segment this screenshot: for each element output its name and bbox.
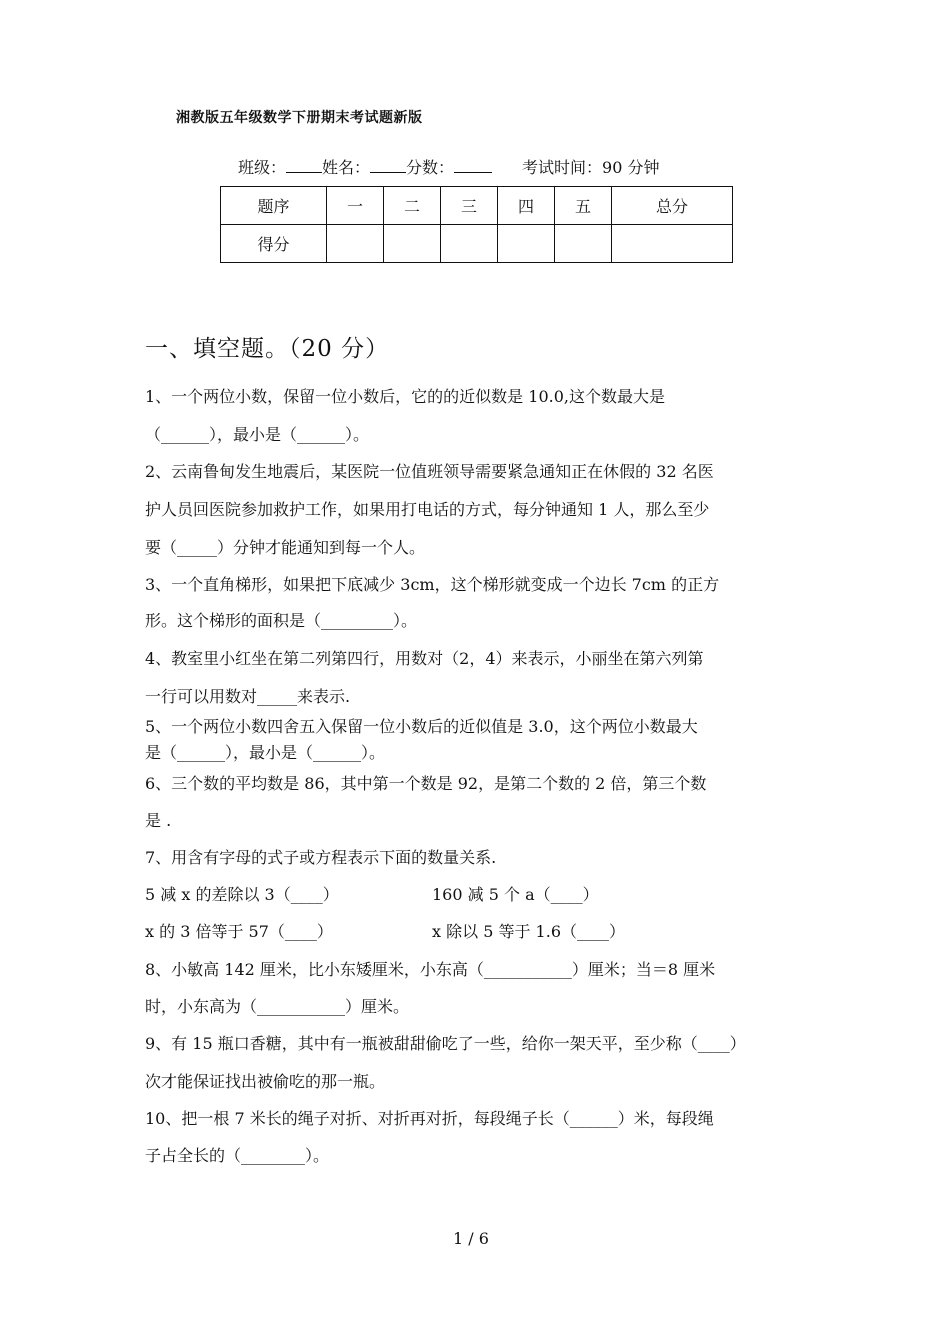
score-blank (454, 156, 492, 173)
question-line: 1、一个两位小数，保留一位小数后，它的的近似数是 10.0,这个数最大是 (145, 387, 665, 406)
score-cell[interactable] (441, 225, 498, 263)
score-cell[interactable] (327, 225, 384, 263)
score-cell[interactable] (612, 225, 733, 263)
header-cell: 二 (384, 187, 441, 225)
score-cell[interactable] (555, 225, 612, 263)
page-number: 1 / 6 (453, 1229, 489, 1248)
question-line: 子占全长的（________）。 (145, 1146, 330, 1165)
header-cell: 四 (498, 187, 555, 225)
score-table-score-row (221, 225, 733, 263)
question-line: x 的 3 倍等于 57（____） (145, 922, 333, 941)
question-line: 4、教室里小红坐在第二列第四行，用数对（2，4）来表示，小丽坐在第六列第 (145, 649, 704, 668)
question-line: 次才能保证找出被偷吃的那一瓶。 (145, 1072, 386, 1091)
question-line: 9、有 15 瓶口香糖，其中有一瓶被甜甜偷吃了一些，给你一架天平，至少称（____） (145, 1034, 746, 1053)
question-line: 护人员回医院参加救护工作，如果用打电话的方式，每分钟通知 1 人，那么至少 (145, 500, 710, 519)
score-table (220, 186, 733, 263)
question-line: 160 减 5 个 a（____） (432, 885, 599, 904)
section-heading: 一、填空题。（20 分） (145, 336, 390, 362)
score-table-header-row (221, 187, 733, 225)
header-cell: 题序 (221, 187, 327, 225)
header-cell: 五 (555, 187, 612, 225)
student-info-line (238, 155, 660, 178)
question-line: 一行可以用数对_____来表示. (145, 687, 351, 706)
question-line: 2、云南鲁甸发生地震后，某医院一位值班领导需要紧急通知正在休假的 32 名医 (145, 462, 714, 481)
question-line: 要（_____）分钟才能通知到每一个人。 (145, 538, 426, 557)
question-line: （______），最小是（______）。 (145, 425, 370, 444)
question-line: x 除以 5 等于 1.6（____） (432, 922, 625, 941)
name-label: 姓名： (322, 158, 371, 177)
question-line: 是（______），最小是（______）。 (145, 743, 386, 762)
class-label: 班级： (238, 158, 287, 177)
question-line: 7、用含有字母的式子或方程表示下面的数量关系. (145, 848, 497, 867)
question-line: 8、小敏高 142 厘米，比小东矮厘米，小东高（___________）厘米；当＝8 厘米 (145, 960, 716, 979)
class-blank (286, 156, 322, 173)
time-label: 考试时间：90 分钟 (522, 158, 660, 177)
row-label-cell: 得分 (221, 225, 327, 263)
score-cell[interactable] (384, 225, 441, 263)
question-line: 10、把一根 7 米长的绳子对折、对折再对折，每段绳子长（______）米，每段绳 (145, 1109, 714, 1128)
name-blank (370, 156, 406, 173)
question-line: 形。这个梯形的面积是（_________）。 (145, 611, 418, 630)
question-line: 5 减 x 的差除以 3（____） (145, 885, 339, 904)
question-line: 3、一个直角梯形，如果把下底减少 3cm，这个梯形就变成一个边长 7cm 的正方 (145, 575, 720, 594)
score-cell[interactable] (498, 225, 555, 263)
question-line: 5、一个两位小数四舍五入保留一位小数后的近似值是 3.0，这个两位小数最大 (145, 717, 698, 736)
header-cell: 一 (327, 187, 384, 225)
question-line: 6、三个数的平均数是 86，其中第一个数是 92，是第二个数的 2 倍，第三个数 (145, 774, 707, 793)
question-line: 是 . (145, 811, 172, 830)
document-title: 湘教版五年级数学下册期末考试题新版 (176, 110, 423, 126)
header-cell: 总分 (612, 187, 733, 225)
score-label: 分数： (406, 158, 455, 177)
question-line: 时，小东高为（___________）厘米。 (145, 997, 410, 1016)
header-cell: 三 (441, 187, 498, 225)
